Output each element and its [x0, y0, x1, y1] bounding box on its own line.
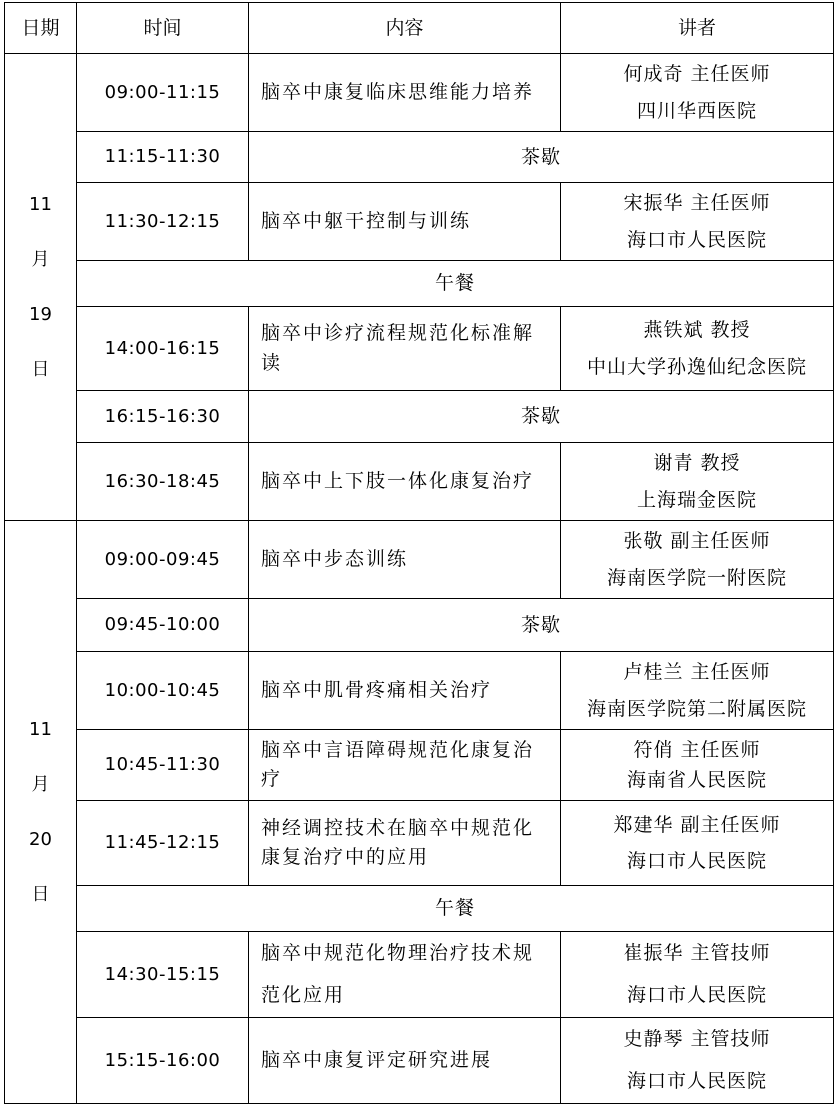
lunch-cell: 午餐 — [77, 886, 834, 932]
speaker-hospital: 海南医学院第二附属医院 — [586, 697, 807, 720]
table-row — [5, 132, 834, 183]
break-cell: 茶歇 — [249, 391, 834, 443]
speaker-cell — [561, 443, 834, 521]
content-cell: 脑卒中步态训练 — [249, 521, 561, 599]
speaker-hospital: 海南医学院一附医院 — [606, 566, 787, 589]
header-content: 内容 — [249, 3, 561, 54]
speaker-name: 郑建华 副主任医师 — [613, 813, 781, 836]
speaker-cell — [561, 54, 834, 132]
speaker-hospital: 海口市人民医院 — [626, 850, 767, 872]
table-row — [5, 652, 834, 730]
speaker-hospital: 海口市人民医院 — [626, 1069, 767, 1092]
speaker-name: 崔振华 主管技师 — [623, 941, 771, 964]
time-cell: 09:45-10:00 — [77, 599, 249, 652]
content-cell: 脑卒中言语障碍规范化康复治疗 — [249, 730, 561, 801]
time-cell: 09:00-09:45 — [77, 521, 249, 599]
time-cell: 11:15-11:30 — [77, 132, 249, 183]
table-row — [5, 886, 834, 932]
table-row — [5, 599, 834, 652]
time-cell: 14:00-16:15 — [77, 307, 249, 391]
table-row — [5, 932, 834, 1018]
header-date: 日期 — [5, 3, 77, 54]
table-row — [5, 521, 834, 599]
date-cell-day2: 11 月 20 日 — [5, 521, 77, 1104]
speaker-cell — [561, 183, 834, 261]
speaker-hospital: 中山大学孙逸仙纪念医院 — [586, 355, 807, 378]
table-row — [5, 1018, 834, 1104]
time-cell: 10:00-10:45 — [77, 652, 249, 730]
speaker-name: 何成奇 主任医师 — [623, 63, 771, 86]
time-cell: 11:45-12:15 — [77, 801, 249, 886]
table-row — [5, 801, 834, 886]
speaker-name: 谢青 教授 — [653, 452, 741, 475]
lunch-cell: 午餐 — [77, 261, 834, 307]
speaker-cell — [561, 1018, 834, 1104]
table-row — [5, 307, 834, 391]
time-cell: 16:30-18:45 — [77, 443, 249, 521]
speaker-cell — [561, 652, 834, 730]
table-row — [5, 261, 834, 307]
header-row — [5, 3, 834, 54]
speaker-hospital: 上海瑞金医院 — [636, 488, 757, 511]
schedule-table — [4, 2, 834, 1104]
table-row — [5, 183, 834, 261]
table-row — [5, 443, 834, 521]
time-cell: 09:00-11:15 — [77, 54, 249, 132]
content-cell: 脑卒中康复评定研究进展 — [249, 1018, 561, 1104]
speaker-name: 史静琴 主管技师 — [623, 1027, 771, 1050]
table-row — [5, 730, 834, 801]
content-cell: 脑卒中躯干控制与训练 — [249, 183, 561, 261]
speaker-hospital: 海南省人民医院 — [626, 769, 767, 791]
time-cell: 16:15-16:30 — [77, 391, 249, 443]
speaker-hospital: 海口市人民医院 — [626, 228, 767, 251]
header-time: 时间 — [77, 3, 249, 54]
speaker-name: 燕铁斌 教授 — [643, 319, 751, 342]
table-row — [5, 391, 834, 443]
speaker-cell — [561, 801, 834, 886]
speaker-name: 宋振华 主任医师 — [623, 192, 771, 215]
content-cell: 脑卒中诊疗流程规范化标准解读 — [249, 307, 561, 391]
content-cell: 脑卒中康复临床思维能力培养 — [249, 54, 561, 132]
speaker-cell — [561, 730, 834, 801]
content-cell: 脑卒中规范化物理治疗技术规范化应用 — [249, 932, 561, 1018]
date-cell-day1: 11 月 19 日 — [5, 54, 77, 521]
speaker-hospital: 海口市人民医院 — [626, 983, 767, 1006]
content-cell: 脑卒中肌骨疼痛相关治疗 — [249, 652, 561, 730]
time-cell: 15:15-16:00 — [77, 1018, 249, 1104]
table-row — [5, 54, 834, 132]
speaker-cell — [561, 932, 834, 1018]
speaker-name: 张敬 副主任医师 — [623, 530, 771, 553]
speaker-name: 符俏 主任医师 — [633, 738, 761, 761]
time-cell: 14:30-15:15 — [77, 932, 249, 1018]
speaker-name: 卢桂兰 主任医师 — [623, 661, 771, 684]
time-cell: 11:30-12:15 — [77, 183, 249, 261]
speaker-cell — [561, 307, 834, 391]
speaker-cell — [561, 521, 834, 599]
break-cell: 茶歇 — [249, 599, 834, 652]
content-cell: 脑卒中上下肢一体化康复治疗 — [249, 443, 561, 521]
break-cell: 茶歇 — [249, 132, 834, 183]
header-speaker: 讲者 — [561, 3, 834, 54]
content-cell: 神经调控技术在脑卒中规范化康复治疗中的应用 — [249, 801, 561, 886]
time-cell: 10:45-11:30 — [77, 730, 249, 801]
speaker-hospital: 四川华西医院 — [636, 99, 757, 122]
